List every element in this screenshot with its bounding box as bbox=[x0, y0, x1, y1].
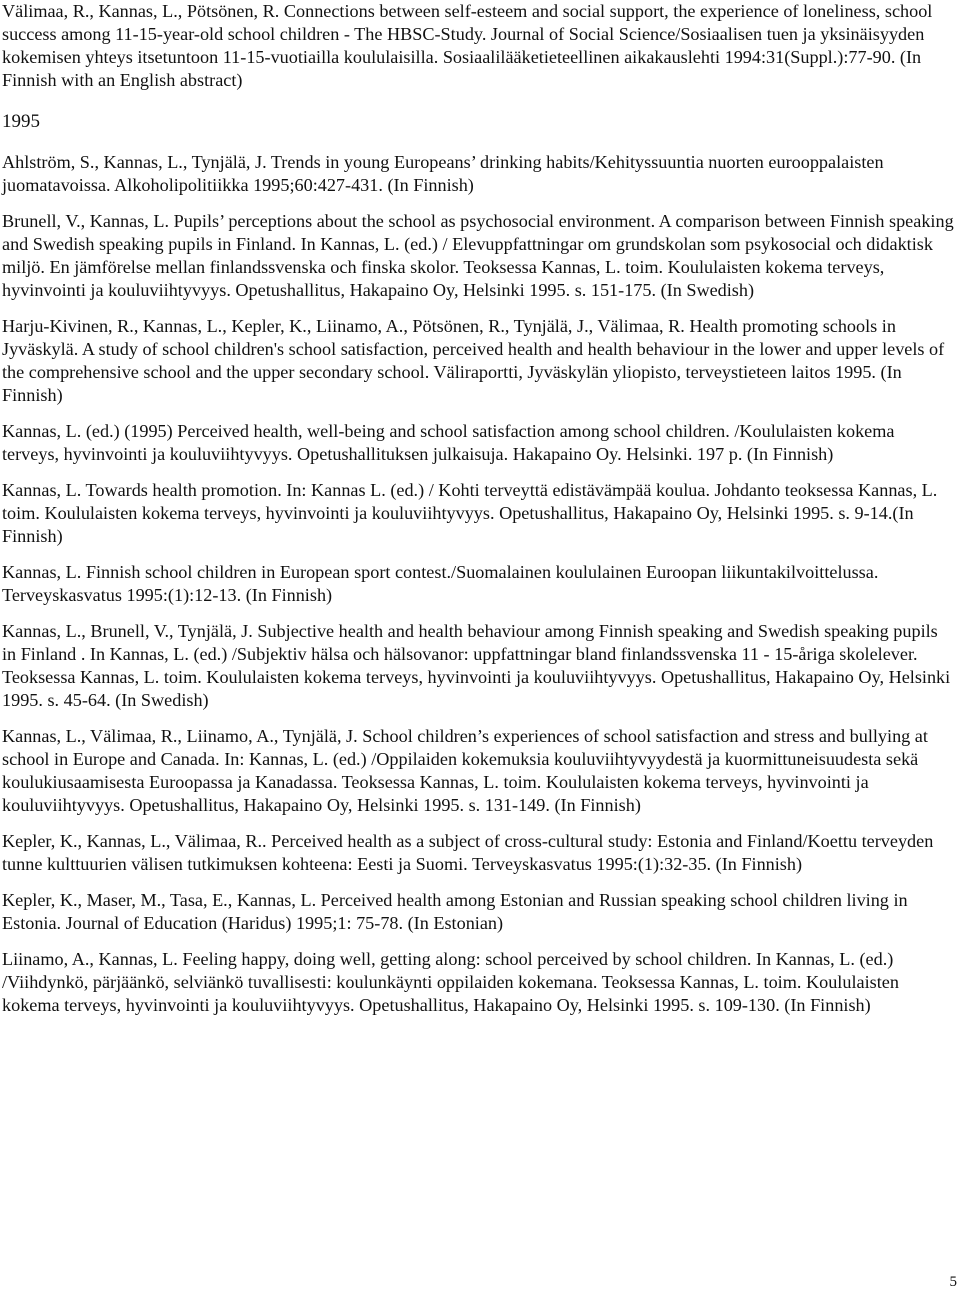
page-number: 5 bbox=[949, 1274, 957, 1290]
reference-entry: Kepler, K., Kannas, L., Välimaa, R.. Perceived health as a subject of cross-cultural study: Estonia and Finland/Koettu terveyden tunne kulttuurien välisen tutkimuksen kohteena: Eesti ja Suomi. Terveyskasvatus 1995:(1):32-35. (In Finnish) bbox=[2, 831, 934, 874]
year-heading: 1995 bbox=[2, 111, 40, 132]
reference-entry: Liinamo, A., Kannas, L. Feeling happy, doing well, getting along: school perceived by school children. In Kannas, L. (ed.) /Viihdynkö, pärjäänkö, selviänkö tuvallisesti: koulunkäynti oppilaiden kokemana. Teoksessa Kannas, L. toim. Koululaisten kokema terveys, hyvinvointi ja kouluviihtyvyys. Opetushallitus, Hakapaino Oy, Helsinki 1995. s. 109-130. (In Finnish) bbox=[2, 949, 899, 1015]
reference-entry: Kannas, L., Välimaa, R., Liinamo, A., Tynjälä, J. School children’s experiences of school satisfaction and stress and bullying at school in Europe and Canada. In: Kannas, L. (ed.) /Oppilaiden kokemuksia kouluviihtyvyydestä ja kuormittuneisuudesta sekä koulukiusaamisesta Euroopassa ja Kanadassa. Teoksessa Kannas, L. toim. Koululaisten kokema terveys, hyvinvointi ja kouluviihtyvyys. Opetushallitus, Hakapaino Oy, Helsinki 1995. s. 131-149. (In Finnish) bbox=[2, 726, 928, 815]
reference-entry: Kepler, K., Maser, M., Tasa, E., Kannas, L. Perceived health among Estonian and Russian speaking school children living in Estonia. Journal of Education (Haridus) 1995;1: 75-78. (In Estonian) bbox=[2, 890, 908, 933]
document-page bbox=[2, 0, 956, 1030]
reference-entry: Harju-Kivinen, R., Kannas, L., Kepler, K., Liinamo, A., Pötsönen, R., Tynjälä, J., Välimaa, R. Health promoting schools in Jyväskylä. A study of school children's school satisfaction, perceived health and health behaviour in the lower and upper levels of the comprehensive school and the upper secondary school. Väliraportti, Jyväskylän yliopisto, terveystieteen laitos 1995. (In Finnish) bbox=[2, 316, 945, 405]
reference-entry: Kannas, L. Towards health promotion. In: Kannas L. (ed.) / Kohti terveyttä edistävämpää koulua. Johdanto teoksessa Kannas, L. toim. Koululaisten kokema terveys, hyvinvointi ja kouluviihtyvyys. Opetushallitus, Hakapaino Oy, Helsinki 1995. s. 9-14.(In Finnish) bbox=[2, 480, 938, 546]
reference-entry: Ahlström, S., Kannas, L., Tynjälä, J. Trends in young Europeans’ drinking habits/Kehityssuuntia nuorten eurooppalaisten juomatavoissa. Alkoholipolitiikka 1995;60:427-431. (In Finnish) bbox=[2, 152, 884, 195]
reference-entry: Kannas, L., Brunell, V., Tynjälä, J. Subjective health and health behaviour among Finnish speaking and Swedish speaking pupils in Finland . In Kannas, L. (ed.) /Subjektiv hälsa och hälsovanor: uppfattningar bland finlandssvenska 11 - 15-åriga skolelever. Teoksessa Kannas, L. toim. Koululaisten kokema terveys, hyvinvointi ja kouluviihtyvyys. Opetushallitus, Hakapaino Oy, Helsinki 1995. s. 45-64. (In Swedish) bbox=[2, 621, 951, 710]
reference-list bbox=[2, 0, 956, 1017]
reference-entry: Kannas, L. Finnish school children in European sport contest./Suomalainen koululainen Euroopan liikuntakilvoittelussa. Terveyskasvatus 1995:(1):12-13. (In Finnish) bbox=[2, 562, 879, 605]
reference-entry: Brunell, V., Kannas, L. Pupils’ perceptions about the school as psychosocial environment. A comparison between Finnish speaking and Swedish speaking pupils in Finland. In Kannas, L. (ed.) / Elevuppfattningar om grundskolan som psykosocial och didaktisk miljö. En jämförelse mellan finlandssvenska och finska skolor. Teoksessa Kannas, L. toim. Koululaisten kokema terveys, hyvinvointi ja kouluviihtyvyys. Opetushallitus, Hakapaino Oy, Helsinki 1995. s. 151-175. (In Swedish) bbox=[2, 211, 954, 300]
reference-entry: Kannas, L. (ed.) (1995) Perceived health, well-being and school satisfaction among school children. /Koululaisten kokema terveys, hyvinvointi ja kouluviihtyvyys. Opetushallituksen julkaisuja. Hakapaino Oy. Helsinki. 197 p. (In Finnish) bbox=[2, 421, 895, 464]
reference-entry: Välimaa, R., Kannas, L., Pötsönen, R. Connections between self-esteem and social support, the experience of loneliness, school success among 11-15-year-old school children - The HBSC-Study. Journal of Social Science/Sosiaalisen tuen ja yksinäisyyden kokemisen yhteys itsetuntoon 11-15-vuotiailla koululaisilla. Sosiaalilääketieteellinen aikakauslehti 1994:31(Suppl.):77-90. (In Finnish with an English abstract) bbox=[2, 1, 933, 90]
